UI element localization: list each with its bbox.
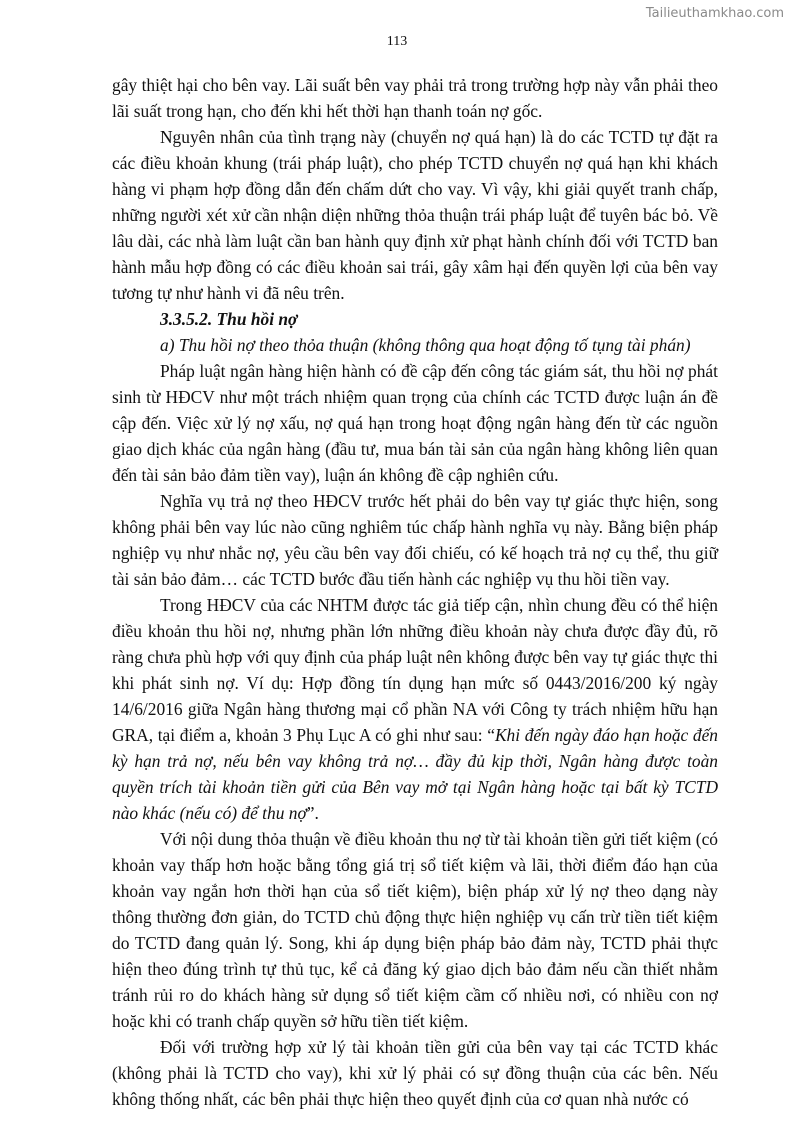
section-heading: 3.3.5.2. Thu hồi nợ bbox=[160, 309, 298, 329]
paragraph-continuation: gây thiệt hại cho bên vay. Lãi suất bên vay phải trả trong trường hợp này vẫn phải theo lãi suất trong hạn, cho đến khi hết thời hạn thanh toán nợ gốc. bbox=[112, 75, 718, 121]
document-body bbox=[112, 72, 718, 1112]
quote-close: ”. bbox=[306, 803, 319, 823]
paragraph-banking-law: Pháp luật ngân hàng hiện hành có đề cập đến công tác giám sát, thu hồi nợ phát sinh từ HĐCV như một trách nhiệm quan trọng của chính các TCTD được luận án đề cập đến. Việc xử lý nợ xấu, nợ quá hạn trong hoạt động ngân hàng đến từ các nguồn giao dịch khác của ngân hàng (đầu tư, mua bán tài sản của ngân hàng không liên quan đến tài sản bảo đảm tiền vay), luận án không đề cập nghiên cứu. bbox=[112, 361, 718, 485]
paragraph-cause: Nguyên nhân của tình trạng này (chuyển nợ quá hạn) là do các TCTD tự đặt ra các điều khoản khung (trái pháp luật), cho phép TCTD chuyển nợ quá hạn khi khách hàng vi phạm hợp đồng dẫn đến chấm dứt cho vay. Vì vậy, khi giải quyết tranh chấp, những người xét xử cần nhận diện những thỏa thuận trái pháp luật để tuyên bác bỏ. Về lâu dài, các nhà làm luật cần ban hành quy định xử phạt hành chính đối với TCTD ban hành mẫu hợp đồng có các điều khoản sai trái, gây xâm hại đến quyền lợi của bên vay tương tự như hành vi đã nêu trên. bbox=[112, 127, 718, 303]
page-number: 113 bbox=[386, 34, 408, 49]
subsection-heading: a) Thu hồi nợ theo thỏa thuận (không thông qua hoạt động tố tụng tài phán) bbox=[160, 335, 691, 355]
contract-quote: Khi đến ngày đáo hạn hoặc đến kỳ hạn trả nợ, nếu bên vay không trả nợ… đầy đủ kịp thời, Ngân hàng được toàn quyền trích tài khoản tiền gửi của Bên vay mở tại Ngân hàng hoặc tại bất kỳ TCTD nào khác (nếu có) để thu nợ bbox=[112, 725, 718, 823]
example-text: Trong HĐCV của các NHTM được tác giả tiếp cận, nhìn chung đều có thể hiện điều khoản thu hồi nợ, nhưng phần lớn những điều khoản này chưa được đầy đủ, rõ ràng chưa phù hợp với quy định của pháp luật nên không được bên vay tự giác thực thi khi phát sinh nợ. Ví dụ: Hợp đồng tín dụng hạn mức số 0443/2016/200 ký ngày 14/6/2016 giữa Ngân hàng thương mại cổ phần NA với Công ty trách nhiệm hữu hạn GRA, tại điểm a, khoản 3 Phụ Lục A có ghi như sau: “ bbox=[112, 595, 718, 745]
paragraph-other-tctd: Đối với trường hợp xử lý tài khoản tiền gửi của bên vay tại các TCTD khác (không phải là TCTD cho vay), khi xử lý phải có sự đồng thuận của các bên. Nếu không thống nhất, các bên phải thực hiện theo quyết định của cơ quan nhà nước có bbox=[112, 1037, 718, 1109]
paragraph-savings-account: Với nội dung thỏa thuận về điều khoản thu nợ từ tài khoản tiền gửi tiết kiệm (có khoản vay thấp hơn hoặc bằng tổng giá trị sổ tiết kiệm và lãi, thời điểm đáo hạn của khoản vay ngắn hơn thời hạn của sổ tiết kiệm), biện pháp xử lý nợ theo dạng này thông thường đơn giản, do TCTD chủ động thực hiện nghiệp vụ cấn trừ tiền tiết kiệm do TCTD đang quản lý. Song, khi áp dụng biện pháp bảo đảm này, TCTD phải thực hiện theo đúng trình tự thủ tục, kể cả đăng ký giao dịch bảo đảm nếu cần thiết nhằm tránh rủi ro do khách hàng sử dụng sổ tiết kiệm cầm cố nhiều nơi, có nhiều con nợ hoặc khi có tranh chấp quyền sở hữu tiền tiết kiệm. bbox=[112, 829, 718, 1031]
paragraph-repayment-obligation: Nghĩa vụ trả nợ theo HĐCV trước hết phải do bên vay tự giác thực hiện, song không phải bên vay lúc nào cũng nghiêm túc chấp hành nghĩa vụ này. Bằng biện pháp nghiệp vụ như nhắc nợ, yêu cầu bên vay đối chiếu, có kế hoạch trả nợ cụ thể, thu giữ tài sản bảo đảm… các TCTD bước đầu tiến hành các nghiệp vụ thu hồi tiền vay. bbox=[112, 491, 718, 589]
paragraph-contract-example bbox=[112, 592, 718, 826]
watermark: Tailieuthamkhao.com bbox=[645, 6, 784, 21]
